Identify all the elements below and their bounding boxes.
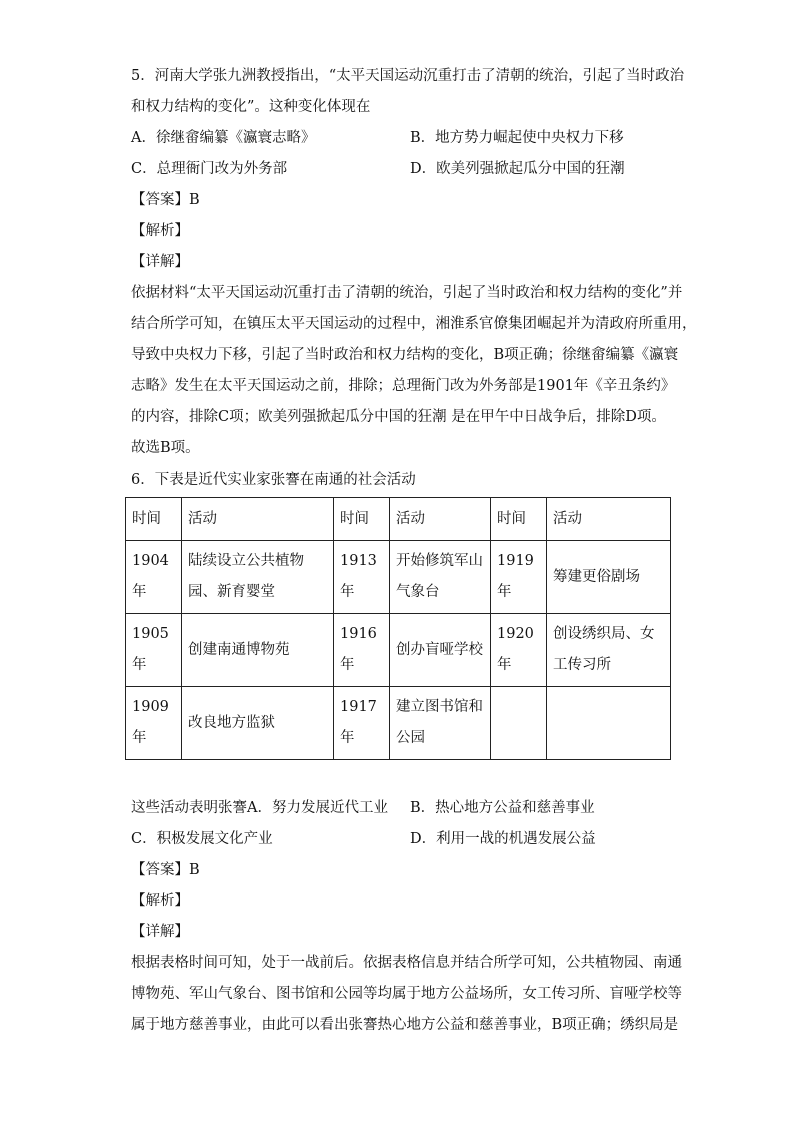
table-cell-activity: 建立图书馆和公园	[390, 687, 491, 760]
q5-answer: 【答案】B	[131, 192, 200, 208]
q5-explanation-line4: 志略》发生在太平天国运动之前，排除；总理衙门改为外务部是1901年《辛丑条约》	[131, 378, 676, 394]
q5-option-c: C．总理衙门改为外务部	[131, 161, 288, 177]
q6-explanation-line1: 根据表格时间可知，处于一战前后。依据表格信息并结合所学可知，公共植物园、南通	[131, 955, 682, 971]
table-cell-year: 1920年	[491, 614, 547, 687]
q5-stem-line1: 5．河南大学张九洲教授指出，“太平天国运动沉重打击了清朝的统治，引起了当时政治	[131, 68, 685, 84]
q5-explanation-line1: 依据材料“太平天国运动沉重打击了清朝的统治，引起了当时政治和权力结构的变化”并	[131, 285, 683, 301]
q6-explanation-line2: 博物苑、军山气象台、图书馆和公园等均属于地方公益场所，女工传习所、盲哑学校等	[131, 986, 682, 1002]
table-row	[126, 614, 671, 687]
table-cell-activity: 开始修筑军山气象台	[390, 541, 491, 614]
q5-option-a: A．徐继畲编纂《瀛寰志略》	[131, 130, 316, 146]
table-cell-year: 1916年	[334, 614, 390, 687]
q6-option-c: C．积极发展文化产业	[131, 831, 273, 847]
table-cell-activity: 创建南通博物苑	[182, 614, 334, 687]
q6-stem: 6．下表是近代实业家张謇在南通的社会活动	[131, 472, 416, 488]
q5-option-d: D．欧美列强掀起瓜分中国的狂潮	[410, 161, 625, 177]
table-cell-activity: 筹建更俗剧场	[547, 541, 671, 614]
table-cell-year: 1905年	[126, 614, 182, 687]
q6-option-a-line: 这些活动表明张謇A．努力发展近代工业	[131, 800, 388, 816]
q5-explanation-line3: 导致中央权力下移，引起了当时政治和权力结构的变化，B项正确；徐继畲编纂《瀛寰	[131, 347, 679, 363]
table-cell-activity: 陆续设立公共植物园、新育婴堂	[182, 541, 334, 614]
table-header-cell: 时间	[334, 498, 390, 541]
table-header-cell: 时间	[126, 498, 182, 541]
table-cell-year	[491, 687, 547, 760]
table-cell-year: 1909年	[126, 687, 182, 760]
q5-detail-label: 【详解】	[131, 254, 189, 270]
table-cell-year: 1917年	[334, 687, 390, 760]
table-cell-year: 1919年	[491, 541, 547, 614]
table-cell-year: 1913年	[334, 541, 390, 614]
table-cell-year: 1904年	[126, 541, 182, 614]
q6-answer: 【答案】B	[131, 862, 200, 878]
table-row	[126, 687, 671, 760]
q6-analysis-label: 【解析】	[131, 893, 189, 909]
q6-option-d: D．利用一战的机遇发展公益	[410, 831, 596, 847]
activities-table	[125, 497, 671, 760]
table-cell-activity: 创办盲哑学校	[390, 614, 491, 687]
table-header-row	[126, 498, 671, 541]
q5-analysis-label: 【解析】	[131, 223, 189, 239]
table-cell-activity: 创设绣织局、女工传习所	[547, 614, 671, 687]
table-header-cell: 活动	[390, 498, 491, 541]
q5-explanation-line6: 故选B项。	[131, 440, 200, 456]
table-header-cell: 活动	[182, 498, 334, 541]
table-cell-activity: 改良地方监狱	[182, 687, 334, 760]
q5-option-b: B．地方势力崛起使中央权力下移	[410, 130, 624, 146]
table-header-cell: 活动	[547, 498, 671, 541]
q6-explanation-line3: 属于地方慈善事业，由此可以看出张謇热心地方公益和慈善事业，B项正确；绣织局是	[131, 1017, 679, 1033]
table-header-cell: 时间	[491, 498, 547, 541]
table-row	[126, 541, 671, 614]
q5-stem-line2: 和权力结构的变化”。这种变化体现在	[131, 99, 371, 115]
q5-explanation-line2: 结合所学可知，在镇压太平天国运动的过程中，湘淮系官僚集团崛起并为清政府所重用，	[131, 316, 697, 332]
q6-option-b: B．热心地方公益和慈善事业	[410, 800, 595, 816]
q6-detail-label: 【详解】	[131, 924, 189, 940]
table-cell-activity	[547, 687, 671, 760]
q5-explanation-line5: 的内容，排除C项；欧美列强掀起瓜分中国的狂潮 是在甲午中日战争后，排除D项。	[131, 409, 666, 425]
